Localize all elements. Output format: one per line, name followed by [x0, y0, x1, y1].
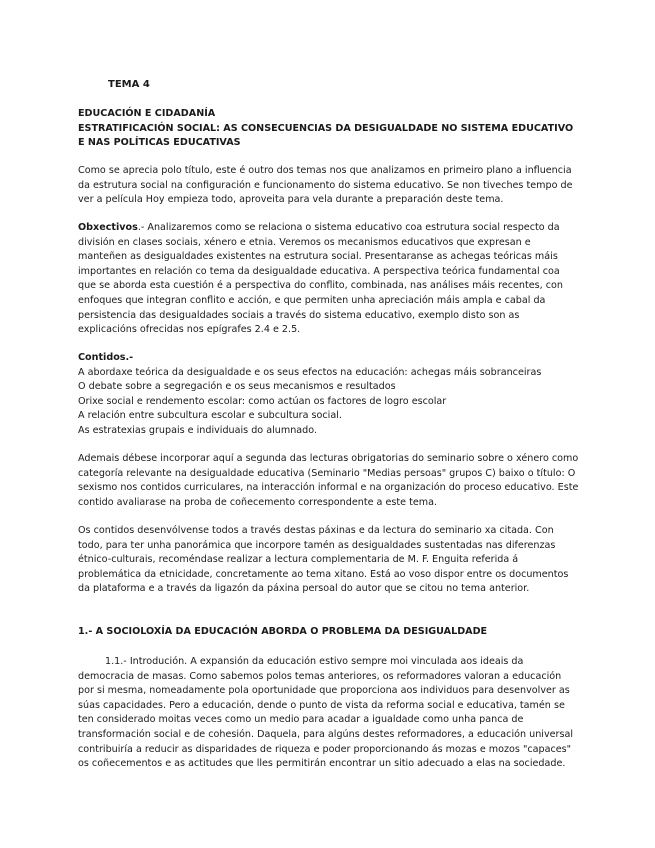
objectives-paragraph — [78, 221, 580, 338]
contents-item: O debate sobre a segregación e os seus mecanismos e resultados — [78, 381, 396, 393]
intro-paragraph: Como se aprecia polo título, este é outro dos temas nos que analizamos en primeiro plano a influencia da estrutura social na configuración e funcionamento do sistema educativo. Se non tiveches tempo de ver a película Hoy empieza todo, aproveita para vela durante a preparación deste tema. — [78, 165, 573, 206]
seminar-paragraph: Ademais débese incorporar aquí a segunda das lecturas obrigatorias do seminario sobre o xénero como categoría relevante na desigualdade educativa (Seminario "Medias persoas" grupos C) baixo o título: O sexismo nos contidos curriculares, na interacción informal e na organización do proceso educativo. Este contido avaliarase na proba de coñecemento correspondente a este tema. — [78, 453, 579, 508]
objectives-label: Obxectivos — [78, 222, 138, 233]
chapter-label: TEMA 4 — [108, 79, 150, 90]
document-title — [78, 107, 580, 151]
contents-item: A relación entre subcultura escolar e subcultura social. — [78, 410, 342, 422]
subsection-1-1-paragraph: 1.1.- Introdución. A expansión da educación estivo sempre moi vinculada aos ideais da democracia de masas. Como sabemos polos temas anteriores, os reformadores valoran a educación por si mesma, nomeadamente pola oportunidade que proporciona aos individuos para desenvolver as súas capacidades. Pero a educación, dende o punto de vista da reforma social e educativa, tamén se ten considerado moitas veces como un medio para acadar a igualdade como unha panca de transformación social e de cohesión. Daquela, para algúns destes reformadores, a educación universal contribuiría a reducir as disparidades de riqueza e poder proporcionando ás mozas e mozos "capaces" os coñecementos e as actitudes que lles permitirán encontrar un sitio adecuado a elas na sociedade. — [78, 656, 574, 770]
contents-paragraph: Os contidos desenvólvense todos a través destas páxinas e da lectura do seminario xa citada. Con todo, para ter unha panorámica que incorpore tamén as desigualdades sustentadas nas diferenzas étnico-culturais, recoméndase realizar a lectura complementaria de M. F. Enguita referida á problemática da etnicidade, concretamente ao tema xitano. Está ao voso dispor entre os documentos da plataforma e a través da ligazón da páxina persoal do autor que se citou no tema anterior. — [78, 525, 569, 595]
title-line-1: EDUCACIÓN E CIDADANÍA — [78, 108, 216, 119]
section-1-heading: 1.- A SOCIOLOXÍA DA EDUCACIÓN ABORDA O PROBLEMA DA DESIGUALDADE — [78, 626, 488, 637]
contents-section — [78, 351, 580, 439]
title-line-2: ESTRATIFICACIÓN SOCIAL: AS CONSECUENCIAS DA DESIGUALDADE NO SISTEMA EDUCATIVO — [78, 122, 574, 134]
objectives-text: .- Analizaremos como se relaciona o sistema educativo coa estrutura social respecto da división en clases sociais, xénero e etnia. Veremos os mecanismos educativos que expresan e manteñen as desigualdades existentes na estrutura social. Presentaranse as achegas teóricas máis importantes en relación co tema da desigualdade educativa. A perspectiva teórica fundamental coa que se aborda esta cuestión é a perspectiva do conflito, combinada, nas análises máis recentes, con enfoques que integran conflito e acción, e que permiten unha apreciación máis ampla e cabal da persistencia das desigualdades sociais a través do sistema educativo, exemplo disto son as explicacións ofrecidas nos epígrafes 2.4 e 2.5. — [78, 222, 563, 336]
contents-item: Orixe social e rendemento escolar: como actúan os factores de logro escolar — [78, 395, 447, 407]
contents-label: Contidos.- — [78, 352, 134, 363]
contents-item: A abordaxe teórica da desigualdade e os seus efectos na educación: achegas máis sobranceiras — [78, 366, 542, 378]
title-line-3: E NAS POLÍTICAS EDUCATIVAS — [78, 137, 241, 149]
contents-item: As estratexias grupais e individuais do alumnado. — [78, 424, 317, 436]
